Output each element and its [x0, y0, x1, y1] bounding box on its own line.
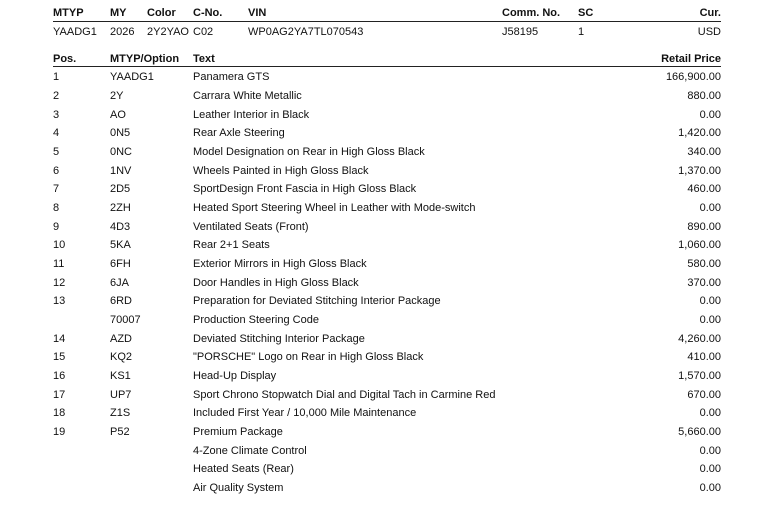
currency-value: USD: [697, 26, 721, 38]
mtyp-label: MTYP: [53, 7, 84, 19]
row-code: 0N5: [110, 127, 131, 139]
row-code: 6JA: [110, 277, 129, 289]
row-pos: 11: [53, 258, 65, 270]
color-label: Color: [147, 7, 176, 19]
row-text: SportDesign Front Fascia in High Gloss Black: [193, 183, 417, 195]
row-code: KQ2: [110, 351, 133, 363]
row-code: YAADG1: [110, 71, 154, 83]
row-text: Door Handles in High Gloss Black: [193, 277, 359, 289]
row-pos: 18: [53, 407, 66, 419]
row-pos: 4: [53, 127, 60, 139]
row-price: 4,260.00: [678, 333, 721, 345]
row-price: 890.00: [687, 221, 721, 233]
row-text: Wheels Painted in High Gloss Black: [193, 165, 369, 177]
row-pos: 17: [53, 389, 66, 401]
row-price: 0.00: [699, 407, 721, 419]
vin-label: VIN: [248, 7, 267, 19]
row-pos: 9: [53, 221, 60, 233]
c-no-label: C-No.: [193, 7, 223, 19]
sc-label: SC: [578, 7, 594, 19]
row-price: 1,570.00: [678, 370, 721, 382]
row-pos: 15: [53, 351, 66, 363]
header-divider: [53, 21, 721, 22]
option-column-header: MTYP/Option: [110, 53, 180, 65]
row-pos: 2: [53, 90, 60, 102]
currency-label: Cur.: [699, 7, 721, 19]
row-code: 70007: [110, 314, 141, 326]
row-pos: 6: [53, 165, 60, 177]
row-price: 340.00: [687, 146, 721, 158]
comm-no-value: J58195: [502, 26, 539, 38]
row-text: Leather Interior in Black: [193, 109, 310, 121]
retail-price-column-header: Retail Price: [661, 53, 721, 65]
row-price: 0.00: [699, 295, 721, 307]
row-price: 370.00: [687, 277, 721, 289]
row-code: 2Y: [110, 90, 124, 102]
row-code: 6FH: [110, 258, 131, 270]
c-no-value: C02: [193, 26, 214, 38]
row-price: 670.00: [687, 389, 721, 401]
row-pos: 10: [53, 239, 66, 251]
row-pos: 14: [53, 333, 66, 345]
row-price: 5,660.00: [678, 426, 721, 438]
row-code: 0NC: [110, 146, 133, 158]
row-text: Model Designation on Rear in High Gloss Black: [193, 146, 425, 158]
row-price: 166,900.00: [665, 71, 721, 83]
row-text: Panamera GTS: [193, 71, 270, 83]
mtyp-value: YAADG1: [53, 26, 97, 38]
row-text: Exterior Mirrors in High Gloss Black: [193, 258, 367, 270]
row-pos: 1: [53, 71, 60, 83]
row-pos: 12: [53, 277, 66, 289]
row-price: 0.00: [699, 202, 721, 214]
row-code: 1NV: [110, 165, 132, 177]
row-text: Preparation for Deviated Stitching Interior Package: [193, 295, 441, 307]
row-code: Z1S: [110, 407, 131, 419]
row-text: Carrara White Metallic: [193, 90, 302, 102]
row-text: Included First Year / 10,000 Mile Maintenance: [193, 407, 417, 419]
row-text: Premium Package: [193, 426, 283, 438]
model-year-value: 2026: [110, 26, 135, 38]
text-column-header: Text: [193, 53, 215, 65]
row-text: Rear 2+1 Seats: [193, 239, 270, 251]
row-code: AZD: [110, 333, 132, 345]
row-pos: 8: [53, 202, 60, 214]
row-price: 460.00: [687, 183, 721, 195]
row-code: 5KA: [110, 239, 131, 251]
row-text: Ventilated Seats (Front): [193, 221, 309, 233]
row-text: Heated Sport Steering Wheel in Leather with Mode-switch: [193, 202, 476, 214]
row-code: 6RD: [110, 295, 133, 307]
row-text: Production Steering Code: [193, 314, 319, 326]
row-price: 1,370.00: [678, 165, 721, 177]
color-value: 2Y2YAO: [147, 26, 189, 38]
row-pos: 16: [53, 370, 66, 382]
table-header-divider: [53, 66, 721, 67]
row-code: UP7: [110, 389, 132, 401]
row-text: Heated Seats (Rear): [193, 463, 294, 475]
row-price: 1,060.00: [678, 239, 721, 251]
row-price: 0.00: [699, 109, 721, 121]
row-price: 410.00: [687, 351, 721, 363]
row-price: 0.00: [699, 463, 721, 475]
row-code: 2ZH: [110, 202, 131, 214]
row-price: 580.00: [687, 258, 721, 270]
row-pos: 3: [53, 109, 60, 121]
row-pos: 7: [53, 183, 60, 195]
row-text: Air Quality System: [193, 482, 284, 494]
row-code: 4D3: [110, 221, 131, 233]
row-pos: 5: [53, 146, 60, 158]
row-text: "PORSCHE" Logo on Rear in High Gloss Black: [193, 351, 424, 363]
row-price: 1,420.00: [678, 127, 721, 139]
row-text: Sport Chrono Stopwatch Dial and Digital Tach in Carmine Red: [193, 389, 496, 401]
row-code: KS1: [110, 370, 131, 382]
row-price: 0.00: [699, 314, 721, 326]
row-price: 880.00: [687, 90, 721, 102]
row-text: Head-Up Display: [193, 370, 277, 382]
row-code: P52: [110, 426, 130, 438]
row-code: 2D5: [110, 183, 131, 195]
model-year-label: MY: [110, 7, 127, 19]
row-text: Rear Axle Steering: [193, 127, 285, 139]
row-price: 0.00: [699, 482, 721, 494]
row-pos: 19: [53, 426, 66, 438]
row-text: 4-Zone Climate Control: [193, 445, 307, 457]
row-pos: 13: [53, 295, 66, 307]
row-code: AO: [110, 109, 126, 121]
row-price: 0.00: [699, 445, 721, 457]
comm-no-label: Comm. No.: [502, 7, 561, 19]
vin-value: WP0AG2YA7TL070543: [248, 26, 364, 38]
sc-value: 1: [578, 26, 585, 38]
pos-column-header: Pos.: [53, 53, 77, 65]
row-text: Deviated Stitching Interior Package: [193, 333, 365, 345]
